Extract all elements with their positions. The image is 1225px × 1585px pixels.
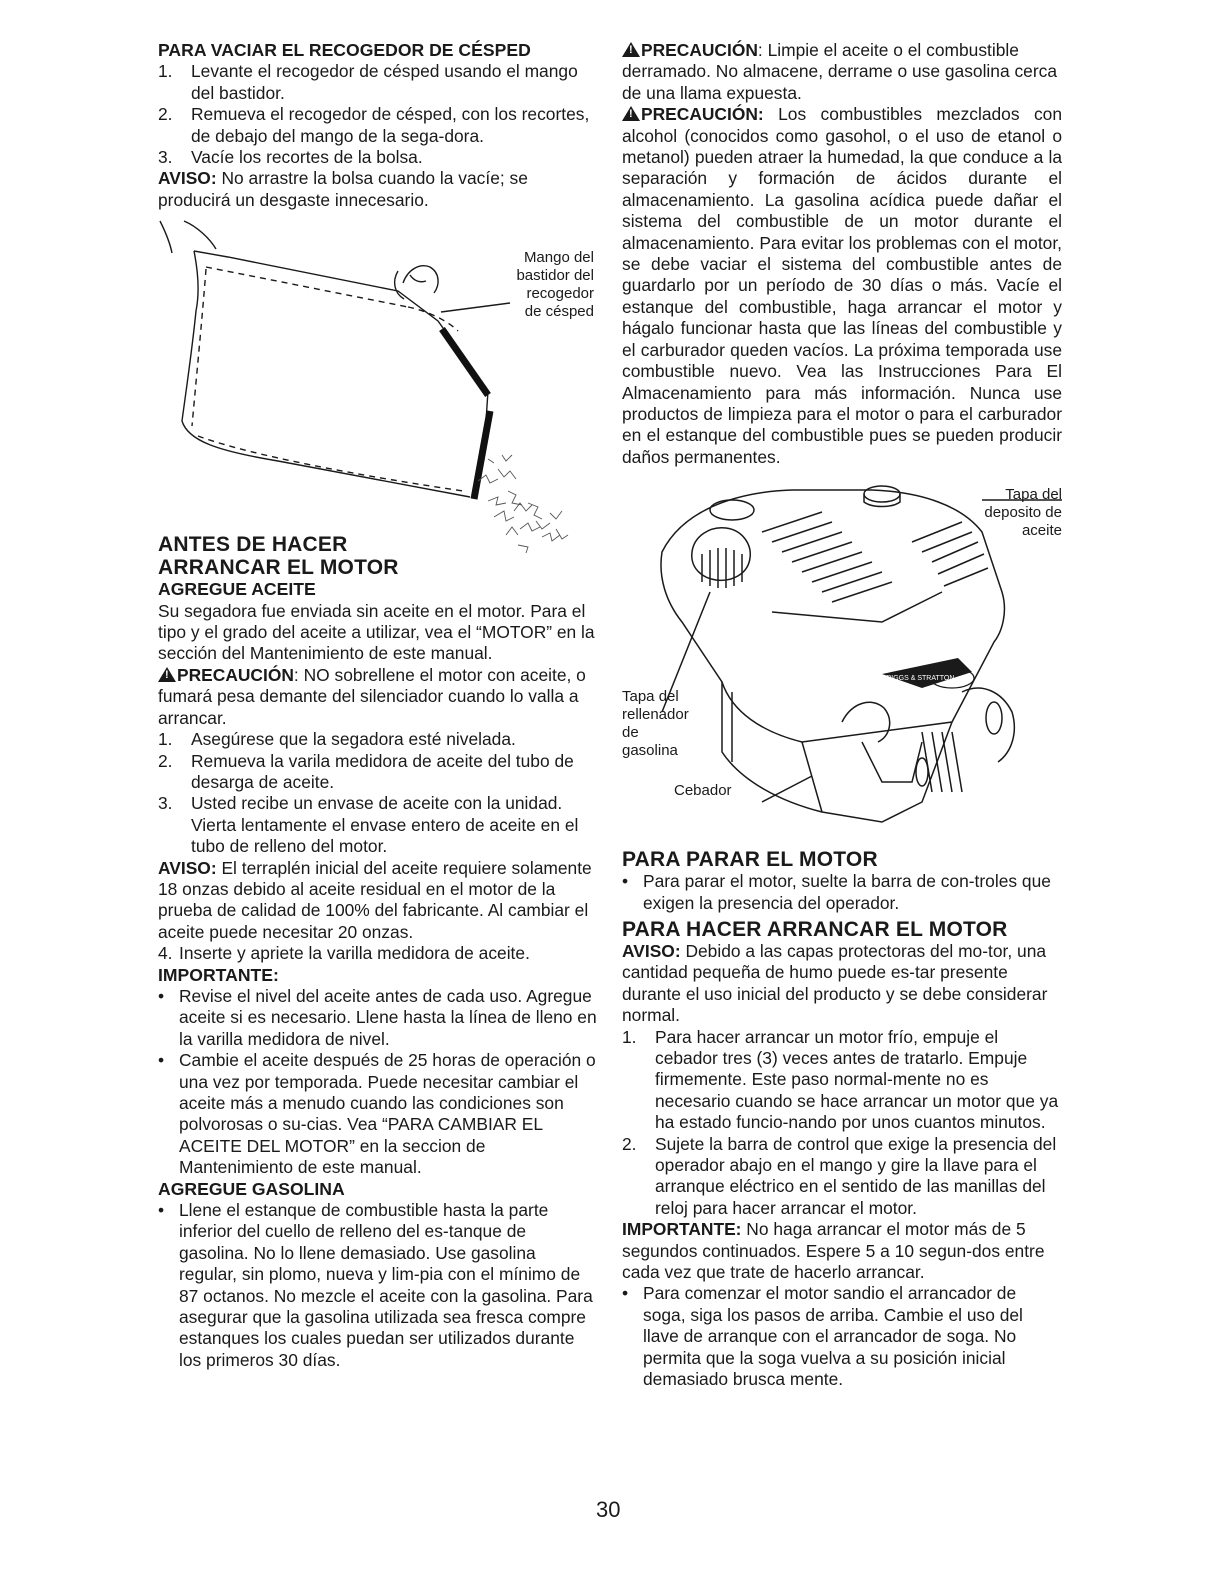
engine-figure — [622, 482, 1062, 842]
heading-arrancar: PARA HACER ARRANCAR EL MOTOR — [622, 917, 1008, 941]
list-item: 3. Vacíe los recortes de la bolsa. — [158, 147, 423, 168]
heading-antes-1: ANTES DE HACER — [158, 533, 348, 557]
step-4: 4. Inserte y apriete la varilla medidora de aceite. — [158, 943, 530, 964]
heading-antes-2: ARRANCAR EL MOTOR — [158, 556, 399, 580]
list-item: • Para comenzar el motor sandio el arrancador de soga, siga los pasos de arriba. Cambie el uso del llave de arranque con el arrancador de soga. No permita que la soga vuelva a su posición inicial demasiado brusca mente. — [622, 1283, 1023, 1390]
gasolina-bullets — [158, 1200, 598, 1371]
brand-logo-text: BRIGGS & STRATTON — [881, 675, 955, 683]
parar-bullets — [622, 871, 1062, 914]
list-item: 1. Asegúrese que la segadora esté nivelada. — [158, 729, 516, 750]
importante-2: IMPORTANTE: No haga arrancar el motor más de 5 segundos continuados. Espere 5 a 10 segun-dos entre cada vez que trate de hacerlo arrancar. — [622, 1219, 1045, 1283]
aviso-1: AVISO: No arrastre la bolsa cuando la vacíe; se producirá un desgaste innecesario. — [158, 168, 528, 210]
left-column — [158, 40, 598, 1371]
list-item: 1. Levante el recogedor de césped usando el mango del bastidor. — [158, 61, 578, 103]
list-item: • Para parar el motor, suelte la barra de con-troles que exigen la presencia del operador. — [622, 871, 1051, 913]
aceite-steps — [158, 729, 598, 857]
heading-parar: PARA PARAR EL MOTOR — [622, 848, 878, 872]
right-column — [622, 40, 1062, 1390]
label-fuel-cap: Tapa del rellenador de gasolina — [622, 688, 689, 760]
arrancar-steps — [622, 1027, 1062, 1220]
vaciar-steps — [158, 61, 598, 168]
label-oil-cap: Tapa del deposito de aceite — [984, 486, 1062, 540]
precaucion-2: !PRECAUCIÓN: Limpie el aceite o el combustible derramado. No almacene, derrame o use gasolina cerca de una llama expuesta. — [622, 40, 1062, 104]
importante-bullets — [158, 986, 598, 1179]
list-item: 1. Para hacer arrancar un motor frío, empuje el cebador tres (3) veces antes de tratarlo. Empuje firmemente. Este paso normal-mente no es necesario cuando se hace arrancar un motor que ya ha estado funcio-nando por unos cuantos minutos. — [622, 1026, 1059, 1133]
warning-icon — [622, 106, 640, 121]
aceite-intro: Su segadora fue enviada sin aceite en el motor. Para el tipo y el grado del aceite a utilizar, vea el “MOTOR” en la sección del Mantenimiento de este manual. — [158, 600, 595, 664]
precaucion-1: !PRECAUCIÓN: NO sobrellene el motor con aceite, o fumará pesa demante del silenciador cuando lo valla a arrancar. — [158, 665, 598, 729]
list-item: 3. Usted recibe un envase de aceite con la unidad. Vierta lentamente el envase entero de aceite en el tubo de relleno del motor. — [158, 793, 579, 857]
precaucion-3: !PRECAUCIÓN: Los combustibles mezclados con alcohol (conocidos como gasohol, o el uso de etanol o metanol) pueden atraer la humedad, la que conduce a la separación y formación de ácidos durante el almacenamiento. La gasolina acídica puede dañar el sistema del combustible de un motor durante el almacenamiento. Para evitar los problemas con el motor, se debe vaciar el sistema del combustible antes de guardarlo por un período de 30 días o más. Vacíe el estanque del combustible, haga arrancar el motor y hágalo funcionar hasta que las líneas del combustible y el carburador queden vacíos. La próxima temporada use combustible nuevo. Vea las Instrucciones Para El Almacenamiento para más información. Nunca use productos de limpieza para el motor o para el carburador en el estanque del combustible pues se pueden producir daños permanentes. — [622, 104, 1062, 468]
list-item: 2. Sujete la barra de control que exige la presencia del operador abajo en el mango y gire la llave para el arranque eléctrico en el sentido de las manillas del reloj para hacer arrancar el motor. — [622, 1133, 1057, 1218]
list-item: • Cambie el aceite después de 25 horas de operación o una vez por temporada. Puede necesitar cambiar el aceite más a menudo cuando las condiciones son polvorosas o su-cias. Vea “PARA CAMBIAR EL ACEITE DEL MOTOR” en la seccion de Mantenimiento de este manual. — [158, 1050, 596, 1178]
warning-icon — [158, 667, 176, 682]
list-item: • Revise el nivel del aceite antes de cada uso. Agregue aceite si es necesario. Llene hasta la línea de lleno en la varilla medidora de nivel. — [158, 985, 597, 1049]
heading-gasolina: AGREGUE GASOLINA — [158, 1178, 345, 1199]
list-item: • Llene el estanque de combustible hasta la parte inferior del cuello de relleno del es-tanque de gasolina. No lo llene demasiado. Use gasolina regular, sin plomo, nueva y lim-pia con el mínimo de 87 octanos. No mezcle el aceite con la gasolina. Para asegurar que la gasolina utilizada sea fresca compre estanques los cuales puedan ser utilizados durante los primeros 30 días. — [158, 1200, 593, 1370]
list-item: 2. Remueva la varila medidora de aceite del tubo de desarga de aceite. — [158, 750, 574, 792]
page-number: 30 — [596, 1497, 621, 1522]
aviso-2: AVISO: El terraplén inicial del aceite requiere solamente 18 onzas debido al aceite residual en el motor de la prueba de calidad de 100% del fabricante. Al cambiar el aceite puede necesitar 20 onzas. — [158, 857, 592, 942]
aviso-3: AVISO: Debido a las capas protectoras del mo-tor, una cantidad pequeña de humo puede es-tar presente durante el uso inicial del producto y se debe considerar normal. — [622, 940, 1048, 1026]
heading-aceite: AGREGUE ACEITE — [158, 579, 316, 600]
figure-label-mango: Mango del bastidor del recogedor de césped — [516, 249, 594, 321]
warning-icon — [622, 42, 640, 57]
list-item: 2. Remueva el recogedor de césped, con los recortes, de debajo del mango de la sega-dora. — [158, 104, 590, 146]
label-primer: Cebador — [674, 782, 732, 800]
grass-catcher-figure — [158, 211, 598, 553]
arrancar-bullets — [622, 1283, 1062, 1390]
heading-vaciar: PARA VACIAR EL RECOGEDOR DE CÉSPED — [158, 40, 531, 60]
heading-importante: IMPORTANTE: — [158, 964, 279, 985]
